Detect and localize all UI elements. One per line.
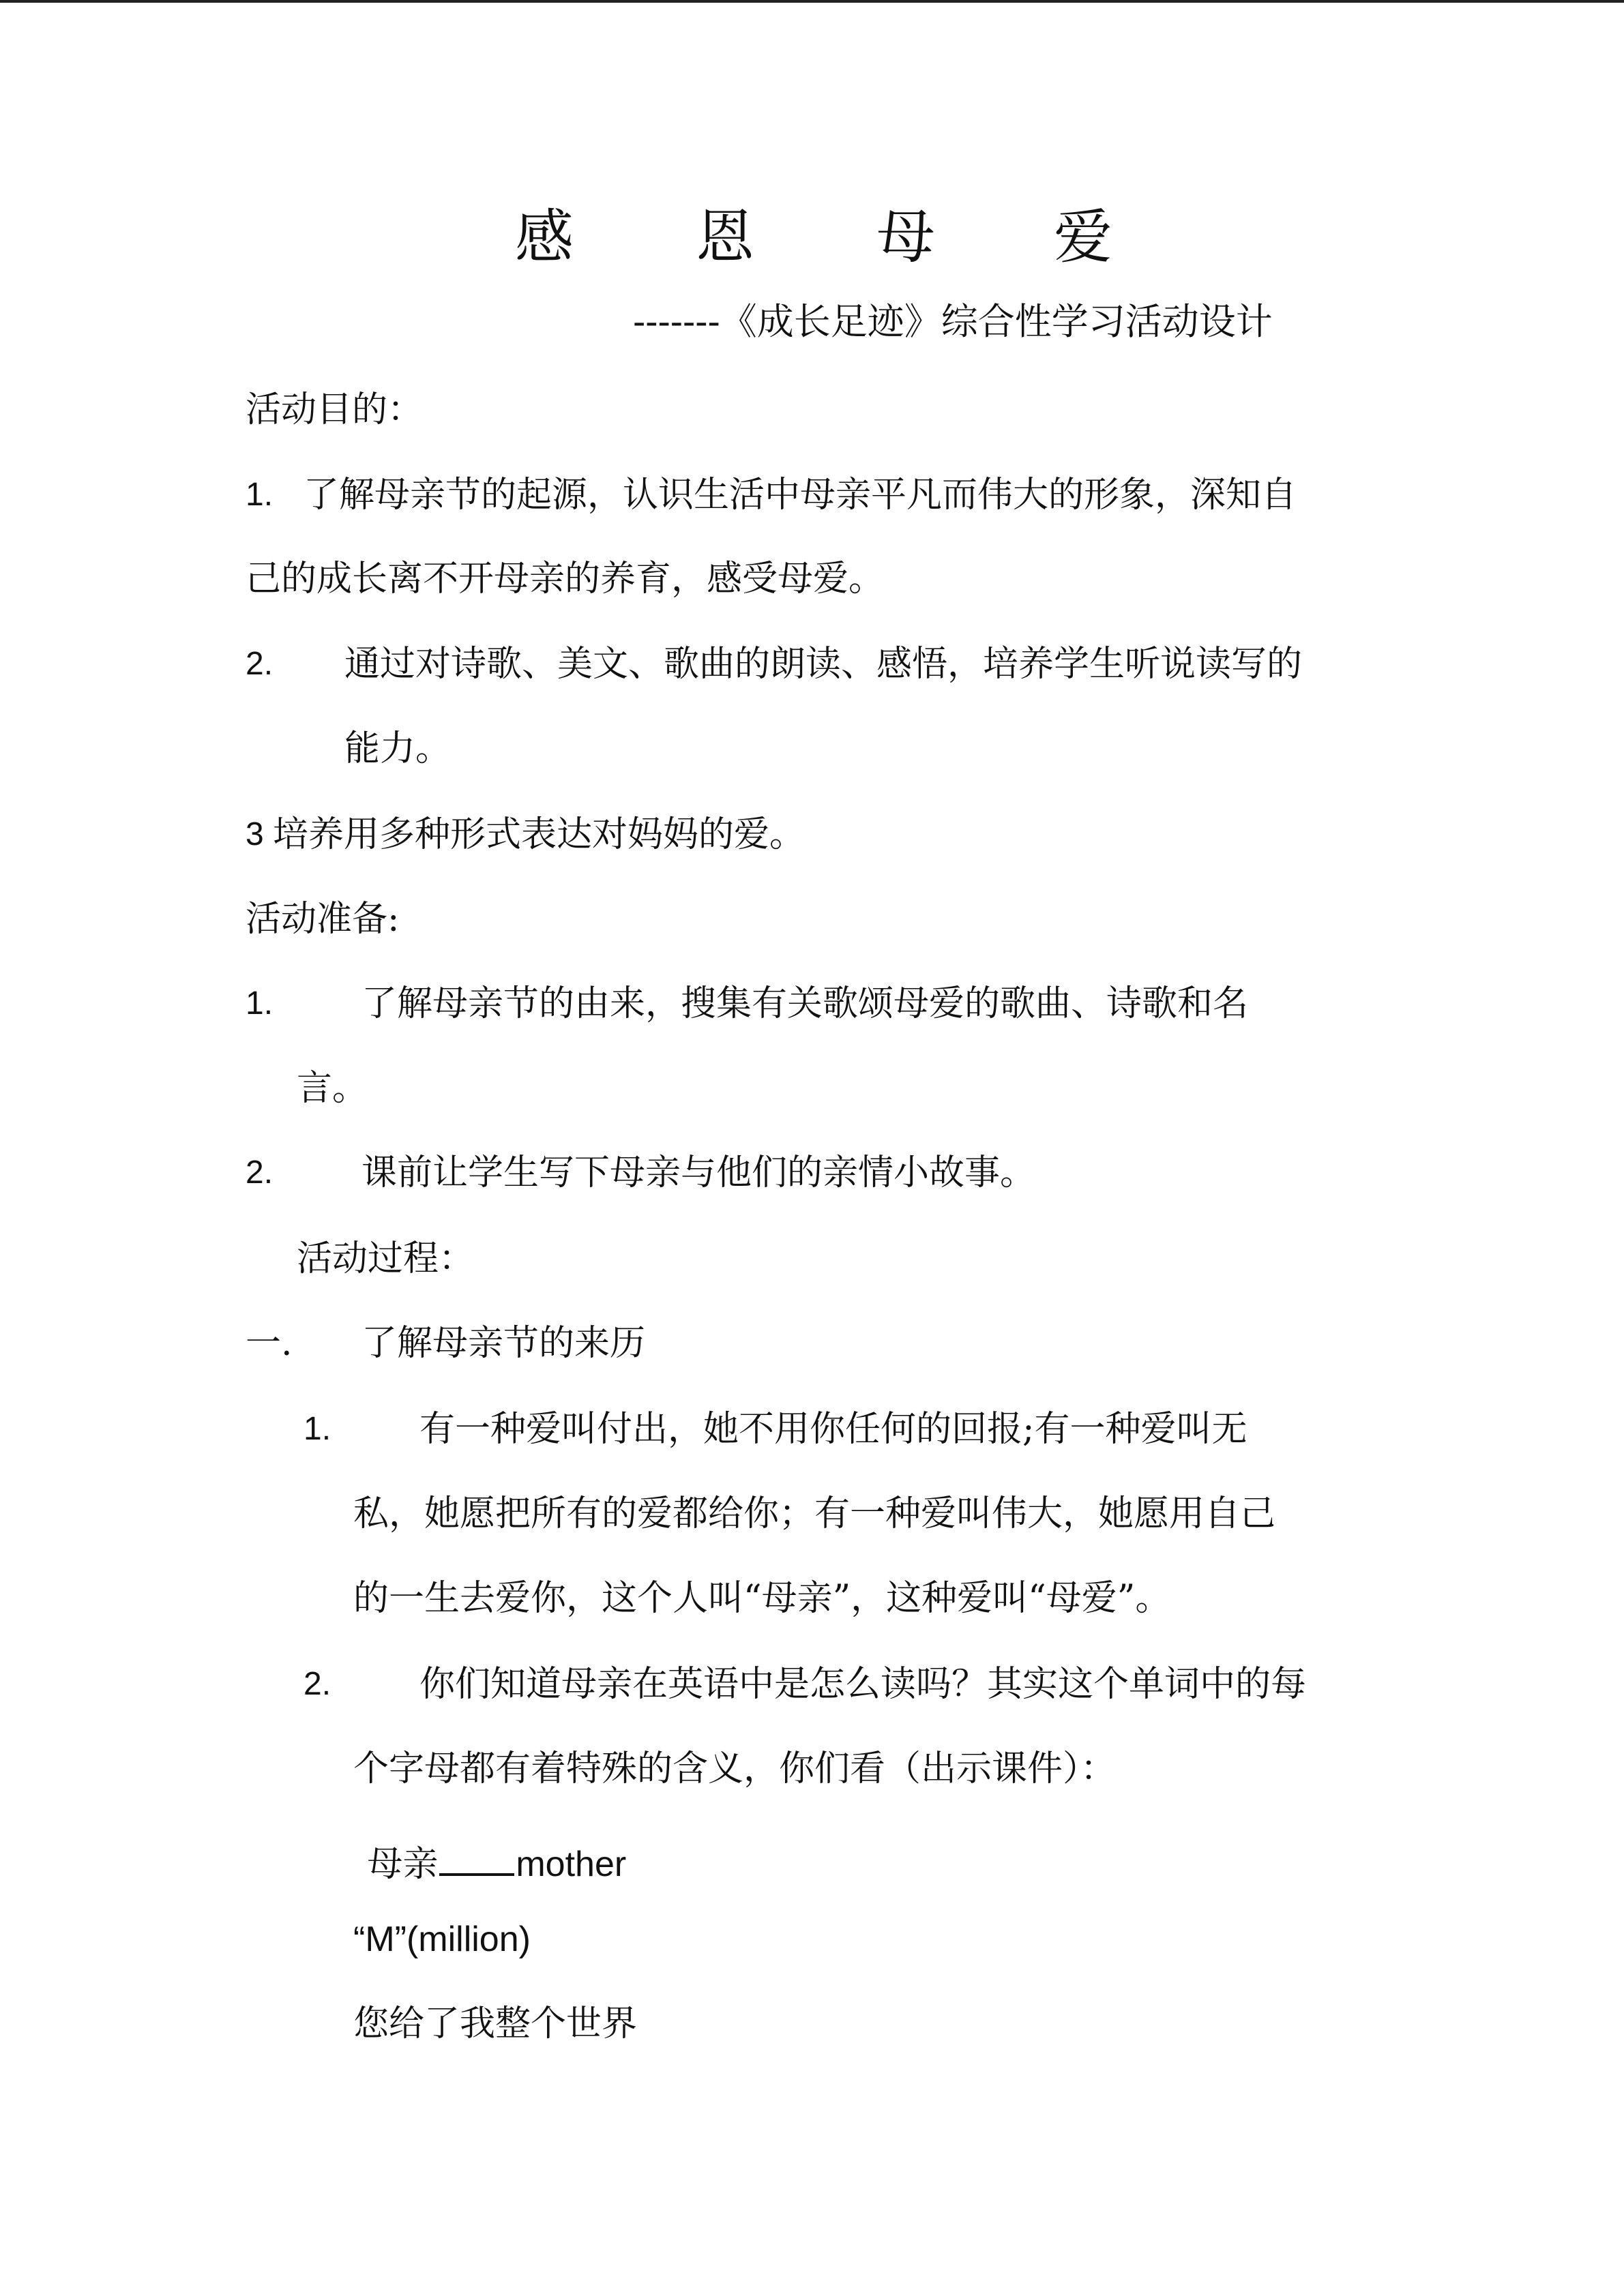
process-item-1-line-3: 的一生去爱你，这个人叫“母亲”，这种爱叫“母爱”。 — [353, 1578, 1171, 1619]
goal-2-number: 2. — [246, 646, 274, 682]
title-char-2: 恩 — [696, 203, 754, 271]
prep-heading: 活动准备: — [246, 899, 400, 940]
subtitle: -------《成长足迹》综合性学习活动设计 — [633, 300, 1273, 343]
process-item-2-line-1: 你们知道母亲在英语中是怎么读吗？其实这个单词中的每 — [419, 1664, 1307, 1705]
prep-1-number: 1. — [246, 985, 274, 1022]
goal-2-line-2: 能力。 — [344, 728, 452, 769]
process-item-2-number: 2. — [304, 1666, 331, 1702]
word-label: 母亲 — [367, 1844, 439, 1885]
page-top-border — [0, 0, 1624, 3]
goal-2-line-1: 通过对诗歌、美文、歌曲的朗读、感悟，培养学生听说读写的 — [344, 644, 1303, 685]
word-line — [353, 1836, 626, 1893]
section-1-number: 一. — [246, 1323, 293, 1364]
prep-1-line-2: 言。 — [297, 1068, 368, 1109]
letter-m-meaning: 您给了我整个世界 — [353, 2003, 638, 2044]
process-item-1-line-1: 有一种爱叫付出，她不用你任何的回报;有一种爱叫无 — [419, 1409, 1247, 1450]
letter-m: “M”(million) — [353, 1920, 531, 1959]
goals-heading: 活动目的： — [246, 389, 424, 430]
goal-1-line-1: 了解母亲节的起源，认识生活中母亲平凡而伟大的形象，深知自 — [304, 475, 1297, 516]
word-english: mother — [516, 1845, 627, 1884]
goal-3-line-1: 培养用多种形式表达对妈妈的爱。 — [273, 814, 806, 855]
goal-3-number: 3 — [246, 816, 264, 852]
title-char-1: 感 — [515, 203, 574, 271]
prep-2-line-1: 课前让学生写下母亲与他们的亲情小故事。 — [361, 1152, 1036, 1193]
prep-1-line-1: 了解母亲节的由来，搜集有关歌颂母爱的歌曲、诗歌和名 — [361, 983, 1249, 1024]
title-char-4: 爱 — [1054, 203, 1112, 271]
goal-1-number: 1. — [246, 477, 274, 513]
goal-1-line-2: 己的成长离不开母亲的养育，感受母爱。 — [246, 558, 885, 599]
section-1-title: 了解母亲节的来历 — [361, 1323, 646, 1364]
process-heading: 活动过程： — [297, 1238, 475, 1279]
process-item-1-number: 1. — [304, 1411, 331, 1447]
process-item-1-line-2: 私，她愿把所有的爱都给你；有一种爱叫伟大，她愿用自己 — [353, 1493, 1276, 1534]
prep-2-number: 2. — [246, 1154, 274, 1191]
word-blank — [439, 1873, 514, 1876]
process-item-2-line-2: 个字母都有着特殊的含义，你们看（出示课件）： — [353, 1748, 1117, 1789]
title-char-3: 母 — [876, 203, 935, 271]
